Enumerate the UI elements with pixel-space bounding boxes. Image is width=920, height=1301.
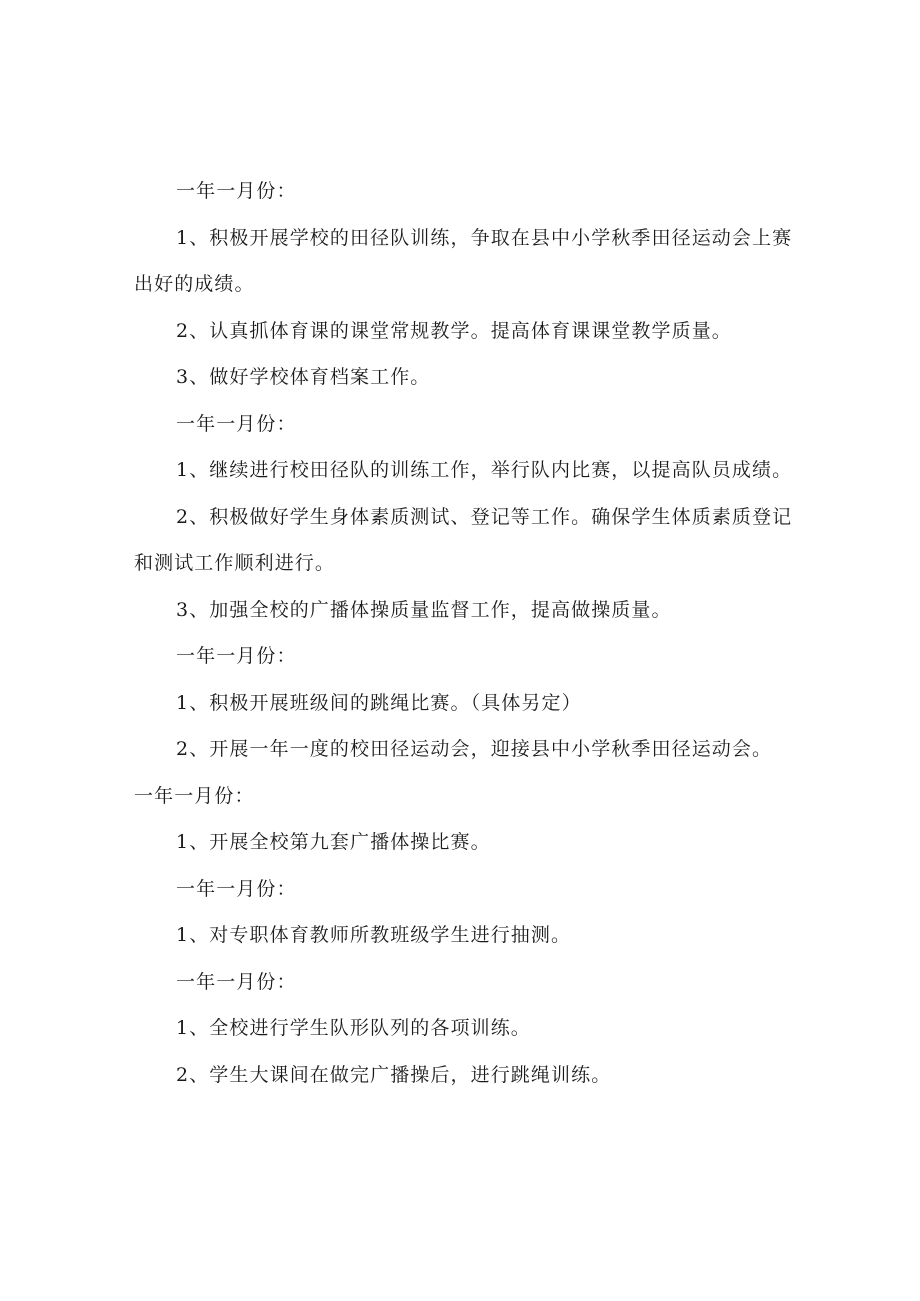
list-item: 1、开展全校第九套广播体操比赛。 bbox=[176, 831, 491, 853]
list-item: 1、继续进行校田径队的训练工作，举行队内比赛，以提高队员成绩。 bbox=[176, 459, 793, 481]
section-heading: 一年一月份： bbox=[176, 971, 297, 993]
list-item: 1、全校进行学生队形队列的各项训练。 bbox=[176, 1017, 531, 1039]
section-heading: 一年一月份： bbox=[176, 878, 297, 900]
list-item: 2、认真抓体育课的课堂常规教学。提高体育课课堂教学质量。 bbox=[176, 320, 732, 342]
list-item-continuation: 出好的成绩。 bbox=[134, 273, 255, 295]
list-item: 1、积极开展班级间的跳绳比赛。（具体另定） bbox=[176, 692, 582, 714]
list-item: 2、开展一年一度的校田径运动会，迎接县中小学秋季田径运动会。 bbox=[176, 738, 773, 760]
section-heading: 一年一月份： bbox=[176, 413, 297, 435]
list-item: 1、积极开展学校的田径队训练，争取在县中小学秋季田径运动会上赛 bbox=[176, 227, 793, 249]
section-heading: 一年一月份： bbox=[176, 645, 297, 667]
section-heading: 一年一月份： bbox=[176, 180, 297, 202]
list-item-continuation: 和测试工作顺利进行。 bbox=[134, 552, 336, 574]
list-item: 2、学生大课间在做完广播操后，进行跳绳训练。 bbox=[176, 1064, 612, 1086]
list-item: 3、做好学校体育档案工作。 bbox=[176, 366, 431, 388]
section-heading: 一年一月份： bbox=[134, 785, 255, 807]
list-item: 2、积极做好学生身体素质测试、登记等工作。确保学生体质素质登记 bbox=[176, 506, 793, 528]
list-item: 1、对专职体育教师所教班级学生进行抽测。 bbox=[176, 924, 572, 946]
list-item: 3、加强全校的广播体操质量监督工作，提高做操质量。 bbox=[176, 599, 672, 621]
